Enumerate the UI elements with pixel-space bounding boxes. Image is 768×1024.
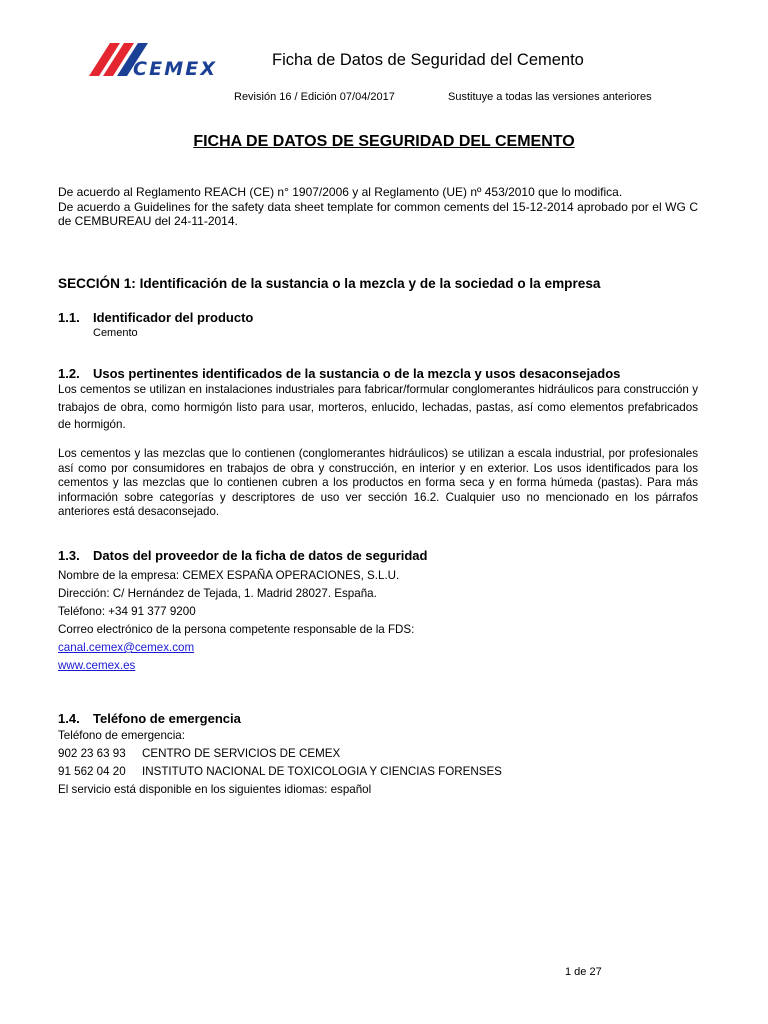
subsection-title: Teléfono de emergencia [93,711,241,726]
emergency-phone-number: 91 562 04 20 [58,765,126,778]
subsection-title: Usos pertinentes identificados de la sustancia o de la mezcla y usos desaconsejados [93,366,621,381]
subsection-title: Identificador del producto [93,310,254,325]
email-label: Correo electrónico de la persona competente responsable de la FDS: [58,623,415,636]
uses-paragraph-1: Los cementos se utilizan en instalaciones industriales para fabricar/formular conglomerantes hidráulicos para construcción y trabajos de obra, como hormigón listo para usar, morteros, enlucido, lechadas, pastas, así como elementos prefabricados de hormigón. [58,383,698,431]
emergency-phone-number: 902 23 63 93 [58,747,126,760]
emergency-phone-name: INSTITUTO NACIONAL DE TOXICOLOGIA Y CIENCIAS FORENSES [142,765,502,778]
revision-info: Revisión 16 / Edición 07/04/2017 [234,91,395,103]
intro-line-guidelines: De acuerdo a Guidelines for the safety data sheet template for common cements del 15-12-2014 aprobado por el WG C de CEMBUREAU del 24-11-2014. [58,199,698,228]
website-link[interactable]: www.cemex.es [58,659,136,672]
cemex-logo-mark [89,43,219,79]
document-title: FICHA DE DATOS DE SEGURIDAD DEL CEMENTO [193,133,575,150]
intro-block [58,185,698,229]
subsection-number: 1.3. [58,548,80,563]
emergency-phone-row [58,747,340,760]
emergency-label: Teléfono de emergencia: [58,729,185,742]
logo-text: CEMEX [133,58,215,79]
subsection-number: 1.4. [58,711,80,726]
page-number: 1 de 27 [565,966,602,978]
subsection-1-4-heading [58,711,241,726]
company-address: Dirección: C/ Hernández de Tejada, 1. Madrid 28027. España. [58,587,377,600]
company-name: Nombre de la empresa: CEMEX ESPAÑA OPERACIONES, S.L.U. [58,569,400,582]
email-link[interactable]: canal.cemex@cemex.com [58,641,195,654]
company-phone: Teléfono: +34 91 377 9200 [58,605,196,618]
subsection-number: 1.2. [58,366,80,381]
emergency-phone-name: CENTRO DE SERVICIOS DE CEMEX [142,747,341,760]
service-languages: El servicio está disponible en los siguientes idiomas: español [58,783,372,796]
header-title: Ficha de Datos de Seguridad del Cemento [272,51,584,69]
emergency-phone-row [58,765,502,778]
subsection-1-3-heading [58,548,427,563]
intro-line-reach: De acuerdo al Reglamento REACH (CE) n° 1907/2006 y al Reglamento (UE) nº 453/2010 que lo modifica. [58,185,623,199]
product-identifier: Cemento [93,327,138,339]
uses-paragraph-2: Los cementos y las mezclas que lo contienen (conglomerantes hidráulicos) se utilizan a escala industrial, por profesionales así como por consumidores en trabajos de obra y construcción, en interior y en exterior. Los usos identificados para los cementos y las mezclas que lo contienen cubren a los productos en forma seca y en forma húmeda (pastas). Para más información sobre categorías y descriptores de uso ver sección 16.2. Cualquier uso no mencionado en los párrafos anteriores está desaconsejado. [58,447,698,518]
section-1-heading: SECCIÓN 1: Identificación de la sustancia o la mezcla y de la sociedad o la empresa [58,276,601,291]
subsection-number: 1.1. [58,310,80,325]
cemex-logo [89,43,219,79]
subsection-title: Datos del proveedor de la ficha de datos de seguridad [93,548,428,563]
subsection-1-1-heading [58,310,253,325]
subsection-1-2-heading [58,366,620,381]
replaces-note: Sustituye a todas las versiones anteriores [448,91,652,103]
